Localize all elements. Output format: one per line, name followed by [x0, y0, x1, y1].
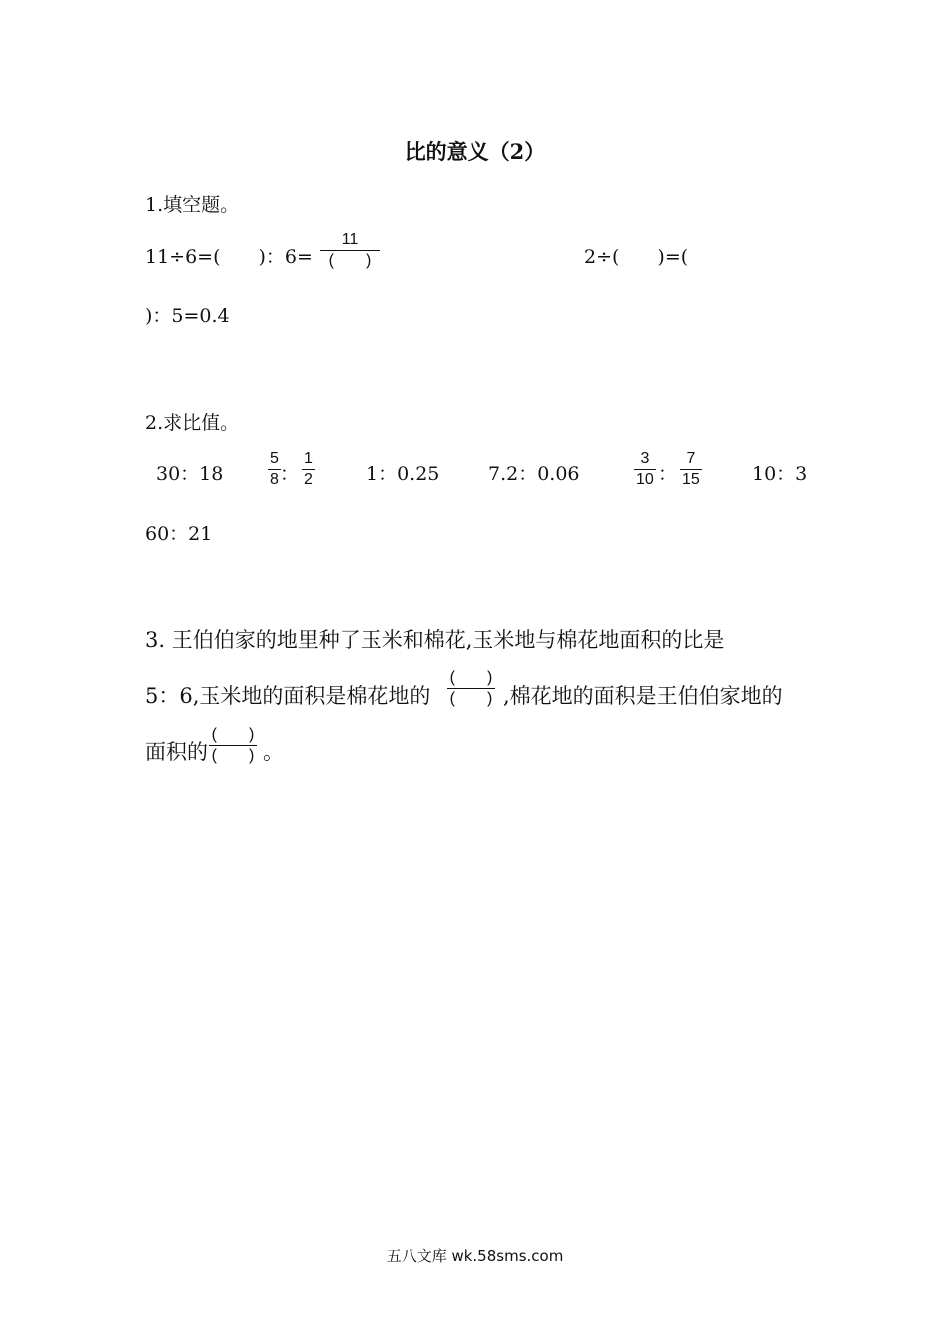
fraction-bar — [447, 688, 495, 689]
q2-item-1: 30：18 — [156, 463, 224, 485]
fraction-bar — [320, 250, 380, 251]
q2-heading: 2.求比值。 — [145, 412, 240, 434]
q3-blank-fraction-1 — [447, 670, 495, 707]
fraction-denominator: ( ) — [211, 747, 255, 764]
q2-item-3: 1：0.25 — [366, 463, 440, 485]
q1-part-a: 11÷6=( )：6= — [145, 246, 313, 268]
q1-part-b-continued: )：5=0.4 — [145, 305, 230, 327]
q3-line-3-end: 。 — [263, 740, 284, 764]
q3-line-3-start: 面积的 — [145, 740, 208, 764]
fraction-denominator: 15 — [682, 471, 700, 488]
fraction-numerator: 5 — [270, 450, 279, 467]
fraction-denominator: ( ) — [328, 252, 372, 269]
fraction-bar — [680, 469, 702, 470]
fraction-bar — [209, 745, 257, 746]
footer-watermark: 五八文库 wk.58sms.com — [386, 1247, 564, 1265]
q3-line-1: 3. 王伯伯家的地里种了玉米和棉花,玉米地与棉花地面积的比是 — [145, 628, 725, 652]
q2-item-7: 60：21 — [145, 523, 213, 545]
fraction-denominator: 2 — [304, 471, 313, 488]
fraction-denominator: 8 — [270, 471, 279, 488]
fraction-numerator: ( ) — [211, 726, 255, 743]
q1-part-b: 2÷( )=( — [584, 246, 689, 268]
fraction-numerator: 7 — [686, 450, 696, 467]
q2-item-6: 10：3 — [752, 463, 808, 485]
fraction-denominator: ( ) — [449, 690, 493, 707]
q2-item-4: 7.2：0.06 — [488, 463, 580, 485]
q1-part-a-fraction — [320, 232, 380, 269]
fraction-bar — [268, 469, 281, 470]
q2-item-2-fraction-a — [268, 451, 281, 488]
q2-item-2-fraction-b — [302, 451, 315, 488]
q2-item-2-separator: ： — [280, 463, 300, 485]
page-title: 比的意义（2） — [404, 139, 546, 164]
q3-line-2-end: ,棉花地的面积是王伯伯家地的 — [503, 684, 783, 708]
q2-item-5-fraction-b — [680, 451, 702, 488]
q3-blank-fraction-2 — [209, 727, 257, 764]
fraction-numerator: 1 — [304, 450, 313, 467]
fraction-numerator: ( ) — [449, 669, 493, 686]
fraction-numerator: 11 — [341, 231, 359, 248]
q1-heading: 1.填空题。 — [145, 194, 240, 216]
q3-line-2-start: 5：6,玉米地的面积是棉花地的 — [145, 684, 431, 708]
fraction-denominator: 10 — [636, 471, 654, 488]
q2-item-5-fraction-a — [634, 451, 656, 488]
fraction-bar — [634, 469, 656, 470]
fraction-bar — [302, 469, 315, 470]
fraction-numerator: 3 — [640, 450, 650, 467]
q2-item-5-separator: ： — [658, 463, 678, 485]
